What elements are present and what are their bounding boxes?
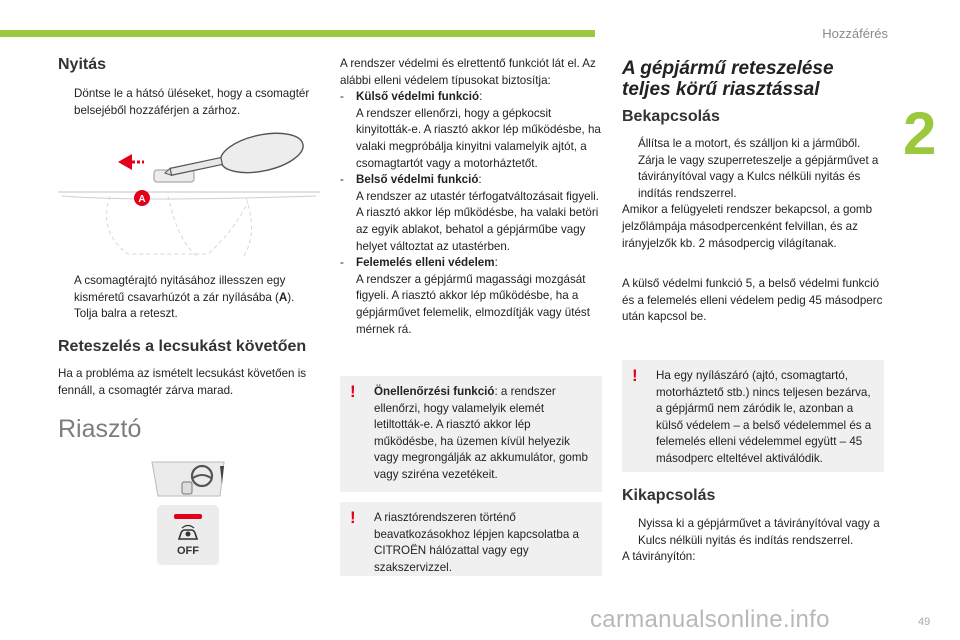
section-title: Hozzáférés [822,26,888,41]
indicator-led [174,514,202,519]
list-item: Döntse le a hátsó üléseket, hogy a csomagtér belsejéből hozzáférjen a zárhoz. [74,87,310,117]
body-line [62,196,316,199]
heading-reteszeles: Reteszelés a lecsukást követően [58,338,307,355]
warning-icon: ! [350,382,356,401]
list-item: - Felemelés elleni védelem: A rendszer a gépjármű magassági mozgását figyeli. A riasztó akkor lép működésbe, ha a gépjárművet felemelik, elmozdítják vagy ütést mérnek rá. [340,256,590,336]
note-box-nyilaszaro: ! Ha egy nyílászáró (ajtó, csomagtartó, motorháztető stb.) nincs teljesen bezárva, a gépjármű nem záródik le, azonban a külső védelem – a belső védelemmel és a felemelés elleni védelemmel együtt – 45 másodperc elteltével aktiválódik. [622,360,884,472]
warning-icon: ! [632,366,638,385]
list-item: Zárja le vagy szuperreteszelje a gépjárművet a távirányítóval vagy a Kulcs nélküli nyitás és indítás rendszerrel. [638,153,879,200]
list-item: - Külső védelmi funkció: A rendszer ellenőrzi, hogy a gépkocsit kinyitották-e. A riasztó akkor lép működésbe, ha valaki megpróbálja kinyitni valamelyik ajtót, a csomagtartót vagy a motorháztetőt. [340,90,601,170]
sensor-icon [182,482,192,494]
trunk-lock-illustration [58,122,320,262]
paragraph-reteszeles: Ha a probléma az ismételt lecsukást követően is fennáll, a csomagtér zárva marad. [58,367,307,397]
hidden-part [168,196,198,257]
heading-reteszeles-riasztas: A gépjármű reteszelése teljes körű riasztással [622,58,834,100]
hidden-part [107,196,248,254]
dash-icon: - [340,90,344,104]
col2-text: A rendszer védelmi és elrettentő funkciót lát el. Az alábbi elleni védelem típusokat biztosítja: - Külső védelmi funkció: A rendszer ellenőrzi, hogy a gépkocsit kinyitották-e. A riasztó akkor lép működésbe, ha valaki megpróbálja kinyitni valamelyik ajtót, a csomagtartót vagy a motorháztetőt. - Belső védelmi funkció: A rendszer az utastér térfogatváltozásait figyeli. A riasztó akkor lép működésbe, ha valaki betöri az egyik ablakot, behatol a gépjárműbe vagy helyet változtat az utastérben. - Felemelés elleni védelem: A rendszer a gépjármű magassági mozgását figyeli. A riasztó akkor lép működésbe, ha a gépjárművet felemelik, elmozdítják vagy ütést mérnek rá. [340,56,602,338]
list-item: Tolja balra a reteszt. [74,307,178,321]
chapter-number: 2 [903,100,937,167]
dash-icon: - [340,256,344,270]
note-box-onellenorzes: ! Önellenőrzési funkció: a rendszer ellenőrzi, hogy valamelyik elemét letiltották-e. A riasztó akkor lép működésbe, ha üzemen kívül helyezik vagy megrongálják az akkumulátor, gomb vagy sziréna vezetékeit. [340,376,602,492]
top-accent-bar [0,30,595,37]
list-item: Nyissa ki a gépjárművet a távirányítóval vagy a Kulcs nélküli nyitás és indítás rendszerrel. [638,517,880,547]
dash-icon: - [340,173,344,187]
warning-icon: ! [350,508,356,527]
list-item: - Belső védelmi funkció: A rendszer az utastér térfogatváltozásait figyeli. A riasztó akkor lép működésbe, ha valaki betöri az egyik ablakot, behatol a gépjárműbe vagy helyet változtat az utastérben. [340,173,599,253]
col3-text-bottom: Nyissa ki a gépjárművet a távirányítóval vagy a Kulcs nélküli nyitás és indítás rendszerrel. A távirányítón: [622,516,884,566]
list-item: Állítsa le a motort, és szálljon ki a járműből. [638,137,861,150]
col3-text-top: Állítsa le a motort, és szálljon ki a járműből. Zárja le vagy szuperreteszelje a gépjárművet a távirányítóval vagy a Kulcs nélküli nyitás és indítás rendszerrel. Amikor a felügyeleti rendszer bekapcsol, a gomb jelzőlámpája másodpercenként felvillan, és az irányjelzők kb. 2 másodpercig világítanak. [622,136,884,252]
page-number: 49 [918,616,931,628]
off-label: OFF [177,545,199,557]
car-alarm-icon [176,523,200,543]
heading-nyitas: Nyitás [58,56,107,73]
heading-bekapcsolas: Bekapcsolás [622,108,720,125]
heading-riaszto: Riasztó [58,415,142,443]
col1-bullets-bottom [58,273,320,323]
col3-paragraph-2: A külső védelmi funkció 5, a belső védelmi funkció és a felemelés elleni védelem pedig 45 másodperc után kapcsol be. [622,277,883,324]
watermark: carmanualsonline.info [590,606,830,633]
arrow-left-icon [118,154,132,170]
alarm-off-button-illustration [157,505,219,565]
col1-bullets-top [58,86,320,119]
heading-kikapcsolas: Kikapcsolás [622,487,716,504]
alarm-sensor-illustration [150,456,226,498]
list-item: A csomagtérajtó nyitásához illesszen egy kisméretű csavarhúzót a zár nyílásába (A). [74,274,295,304]
marker-a-label: A [138,194,146,205]
note-box-citroen: ! A riasztórendszeren történő beavatkozásokhoz lépjen kapcsolatba a CITROËN hálózattal vagy egy szakszervizzel. [340,502,602,576]
